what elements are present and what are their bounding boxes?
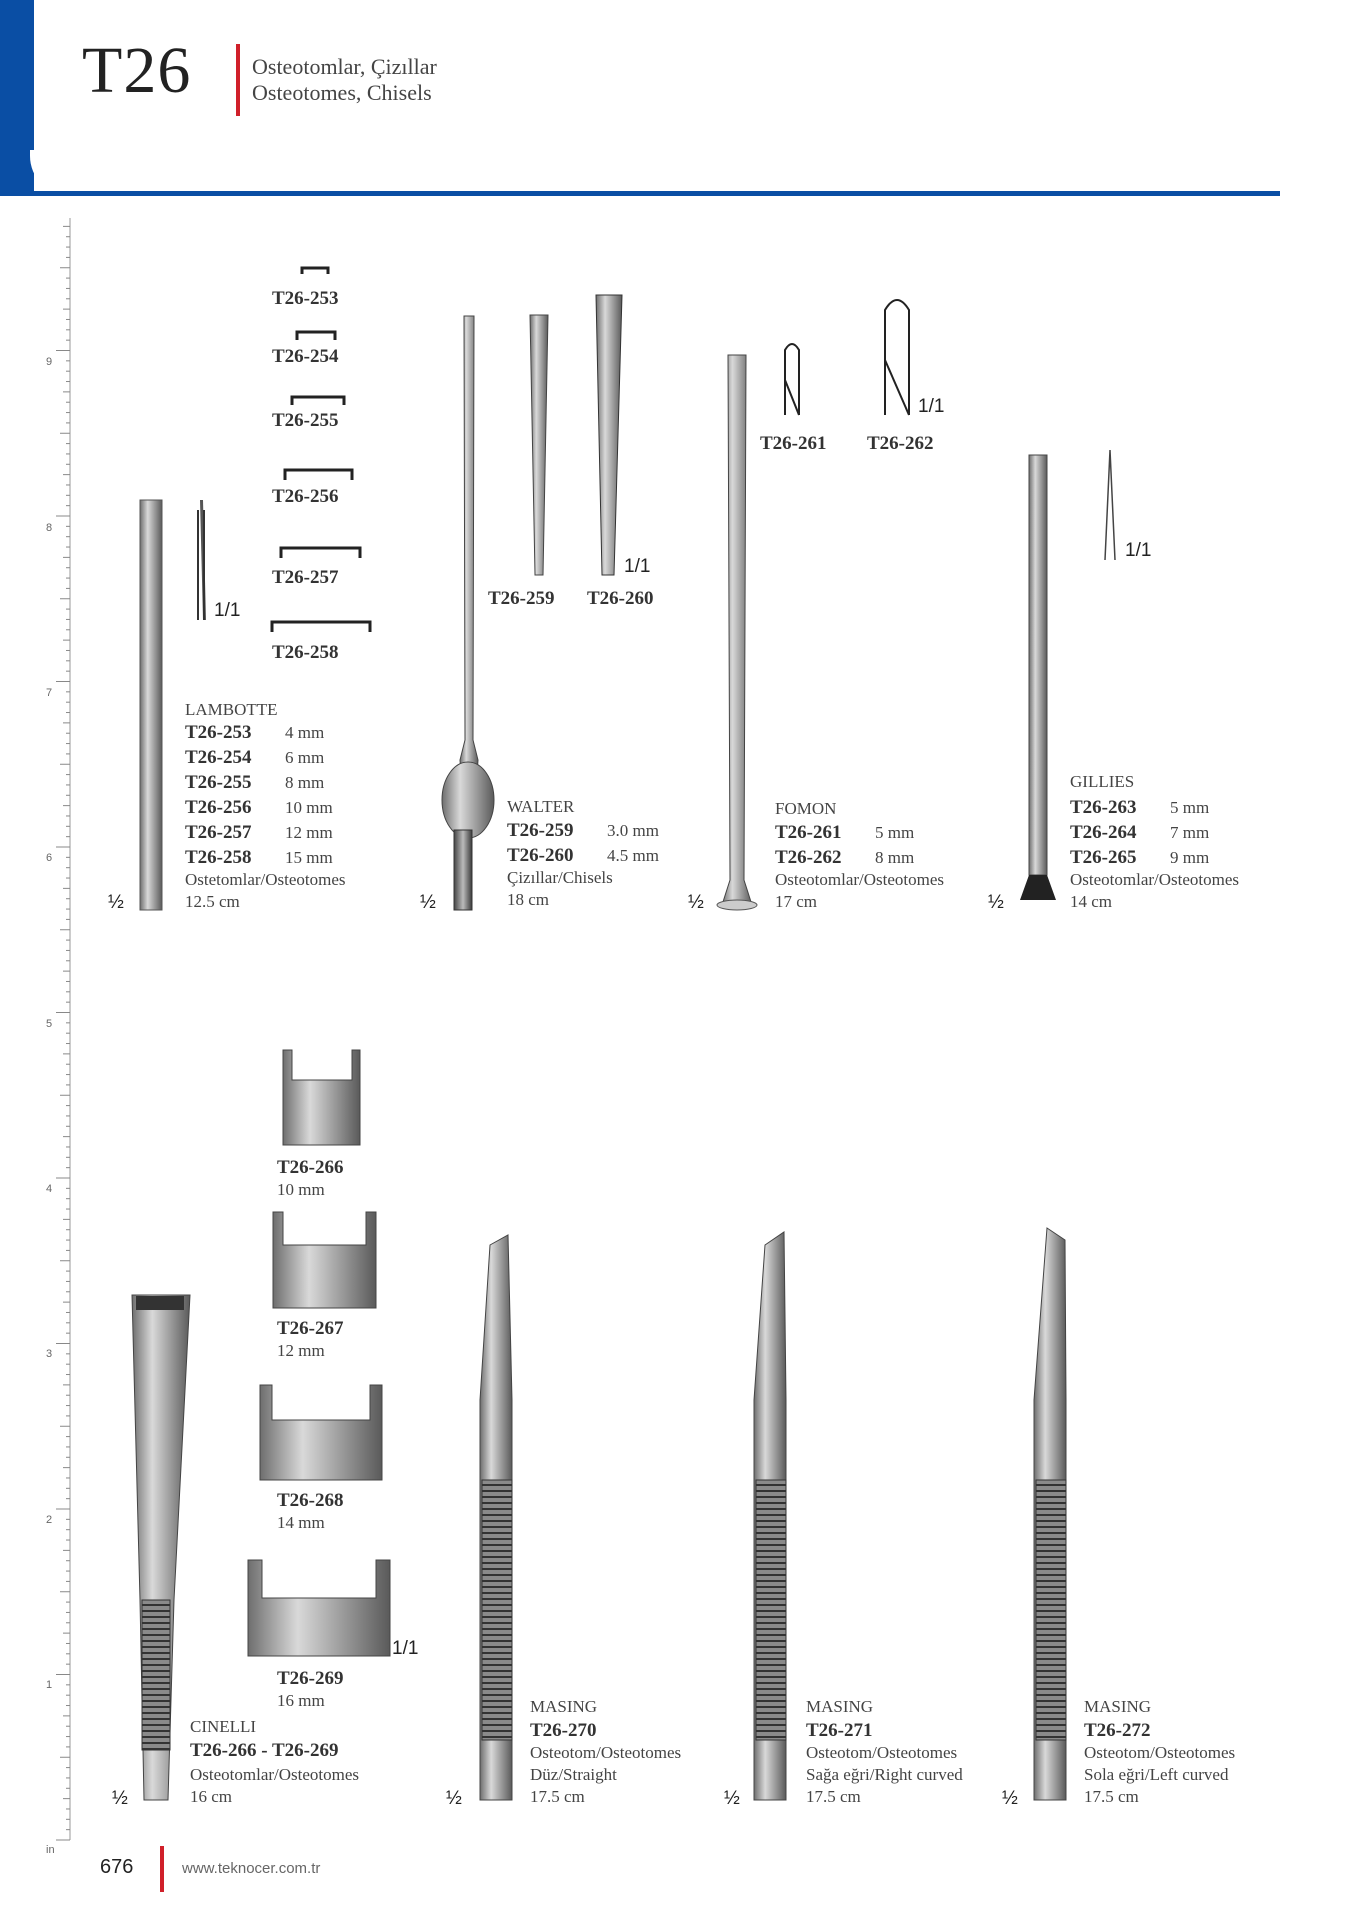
lambotte-row-6: T26-258 15 mm [185, 847, 333, 868]
fomon-tip-label-262: T26-262 [867, 433, 934, 454]
masing-272-code: T26-272 [1084, 1720, 1151, 1741]
lambotte-tip-label-253: T26-253 [272, 288, 339, 309]
gillies-scale: ½ [988, 892, 1004, 913]
masing-272-grip [1036, 1480, 1066, 1740]
masing-270-scale: ½ [446, 1788, 462, 1809]
cinelli-tip-269 [248, 1560, 390, 1656]
lambotte-row-2: T26-254 6 mm [185, 747, 325, 768]
cinelli-tip-size-269: 16 mm [277, 1691, 325, 1710]
masing-272-name: MASING [1084, 1697, 1152, 1716]
lambotte-shaft [140, 500, 162, 910]
walter-row-2: T26-260 4.5 mm [507, 845, 659, 866]
gillies-row-1: T26-263 5 mm [1070, 797, 1210, 818]
masing-270-variant: Düz/Straight [530, 1765, 617, 1784]
lambotte-tip-label-258: T26-258 [272, 642, 339, 663]
masing-272-length: 17.5 cm [1084, 1787, 1139, 1806]
cinelli-length: 16 cm [190, 1787, 233, 1806]
cinelli-tip-code-266: T26-266 [277, 1157, 344, 1178]
masing-270-name: MASING [530, 1697, 598, 1716]
ruler-mark-9: 9 [46, 356, 53, 368]
cinelli-range: T26-266 - T26-269 [190, 1740, 339, 1761]
catalog-code: T26 [82, 34, 192, 107]
cinelli-tip-scale: 1/1 [392, 1638, 419, 1659]
walter-type: Çizıllar/Chisels [507, 868, 613, 887]
walter-tip-label-259: T26-259 [488, 588, 555, 609]
walter-tip-260 [596, 295, 622, 575]
cinelli-tip-code-269: T26-269 [277, 1668, 344, 1689]
gillies-handle-end [1020, 875, 1056, 900]
masing-272-scale: ½ [1002, 1788, 1018, 1809]
fomon-tip-scale: 1/1 [918, 396, 945, 417]
gillies-tip-scale: 1/1 [1125, 540, 1152, 561]
walter-tip-label-260: T26-260 [587, 588, 654, 609]
gillies-row-2: T26-264 7 mm [1070, 822, 1210, 843]
ruler-mark-4: 4 [46, 1183, 53, 1195]
cinelli-grip [142, 1600, 170, 1750]
fomon-type: Osteotomlar/Osteotomes [775, 870, 945, 889]
masing-271-length: 17.5 cm [806, 1787, 861, 1806]
lambotte-type: Ostetomlar/Osteotomes [185, 870, 346, 889]
gillies-shaft [1029, 455, 1047, 875]
cinelli-tip-size-267: 12 mm [277, 1341, 325, 1360]
gillies-name: GILLIES [1070, 772, 1135, 791]
masing-271-grip [756, 1480, 786, 1740]
masing-271-variant: Sağa eğri/Right curved [806, 1765, 963, 1784]
lambotte-scale: ½ [108, 892, 124, 913]
fomon-shaft [722, 355, 752, 905]
fomon-name: FOMON [775, 799, 837, 818]
fomon-scale: ½ [688, 892, 704, 913]
fomon-length: 17 cm [775, 892, 818, 911]
cinelli-tip-edge [136, 1296, 184, 1310]
masing-272-variant: Sola eğri/Left curved [1084, 1765, 1229, 1784]
fomon-tip-label-261: T26-261 [760, 433, 827, 454]
lambotte-row-3: T26-255 8 mm [185, 772, 325, 793]
tip-shape-255 [292, 397, 344, 405]
catalog-title-en: Osteotomes, Chisels [252, 80, 432, 105]
ruler-mark-6: 6 [46, 852, 53, 864]
walter-tip-scale: 1/1 [624, 556, 651, 577]
lambotte-tip-label-255: T26-255 [272, 410, 339, 431]
fomon-tip-262 [885, 300, 909, 415]
lambotte-tip-label-257: T26-257 [272, 567, 339, 588]
cinelli-tip-266 [283, 1050, 360, 1145]
ruler-mark-7: 7 [46, 687, 53, 699]
walter-length: 18 cm [507, 890, 550, 909]
masing-270-code: T26-270 [530, 1720, 597, 1741]
lambotte-profile-scale: 1/1 [214, 600, 241, 621]
cinelli-tip-size-266: 10 mm [277, 1180, 325, 1199]
masing-270-type: Osteotom/Osteotomes [530, 1743, 682, 1762]
lambotte-length: 12.5 cm [185, 892, 240, 911]
walter-scale: ½ [420, 892, 436, 913]
fomon-row-1: T26-261 5 mm [775, 822, 915, 843]
fomon-tip-261 [785, 344, 799, 415]
masing-272-type: Osteotom/Osteotomes [1084, 1743, 1236, 1762]
walter-tip-259 [530, 315, 548, 575]
gillies-row-3: T26-265 9 mm [1070, 847, 1210, 868]
walter-row-1: T26-259 3.0 mm [507, 820, 659, 841]
walter-handle-bulb [442, 762, 494, 838]
tip-shape-254 [297, 332, 335, 340]
lambotte-tip-label-256: T26-256 [272, 486, 339, 507]
lambotte-row-4: T26-256 10 mm [185, 797, 333, 818]
tip-shape-258 [272, 622, 370, 632]
catalog-title-tr: Osteotomlar, Çizıllar [252, 54, 437, 79]
fomon-row-2: T26-262 8 mm [775, 847, 915, 868]
gillies-length: 14 cm [1070, 892, 1113, 911]
cinelli-type: Osteotomlar/Osteotomes [190, 1765, 360, 1784]
tip-shape-256 [285, 470, 352, 480]
masing-271-name: MASING [806, 1697, 874, 1716]
masing-271-type: Osteotom/Osteotomes [806, 1743, 958, 1762]
cinelli-tip-267 [273, 1212, 376, 1308]
tip-shape-257 [281, 548, 360, 558]
ruler-mark-2: 2 [46, 1514, 53, 1526]
lambotte-name: LAMBOTTE [185, 700, 278, 719]
ruler-mark-8: 8 [46, 522, 53, 534]
ruler-unit: in [46, 1844, 55, 1856]
tip-shape-253 [302, 268, 328, 274]
masing-271-scale: ½ [724, 1788, 740, 1809]
walter-name: WALTER [507, 797, 575, 816]
walter-shaft [460, 316, 478, 790]
walter-handle-stem [454, 830, 472, 910]
masing-270-grip [482, 1480, 512, 1740]
ruler-mark-5: 5 [46, 1018, 53, 1030]
website-link[interactable]: www.teknocer.com.tr [182, 1860, 321, 1877]
gillies-tip-profile [1105, 450, 1115, 560]
cinelli-tip-code-268: T26-268 [277, 1490, 344, 1511]
masing-270-length: 17.5 cm [530, 1787, 585, 1806]
cinelli-tip-code-267: T26-267 [277, 1318, 344, 1339]
page-number: 676 [100, 1856, 134, 1878]
ruler-mark-3: 3 [46, 1348, 53, 1360]
lambotte-tip-label-254: T26-254 [272, 346, 339, 367]
ruler-mark-1: 1 [46, 1679, 53, 1691]
cinelli-name: CINELLI [190, 1717, 257, 1736]
lambotte-row-5: T26-257 12 mm [185, 822, 333, 843]
footer-red-divider [160, 1846, 164, 1892]
cinelli-tip-268 [260, 1385, 382, 1480]
lambotte-row-1: T26-253 4 mm [185, 722, 325, 743]
gillies-type: Osteotomlar/Osteotomes [1070, 870, 1240, 889]
cinelli-tip-size-268: 14 mm [277, 1513, 325, 1532]
masing-271-code: T26-271 [806, 1720, 873, 1741]
cinelli-scale: ½ [112, 1788, 128, 1809]
